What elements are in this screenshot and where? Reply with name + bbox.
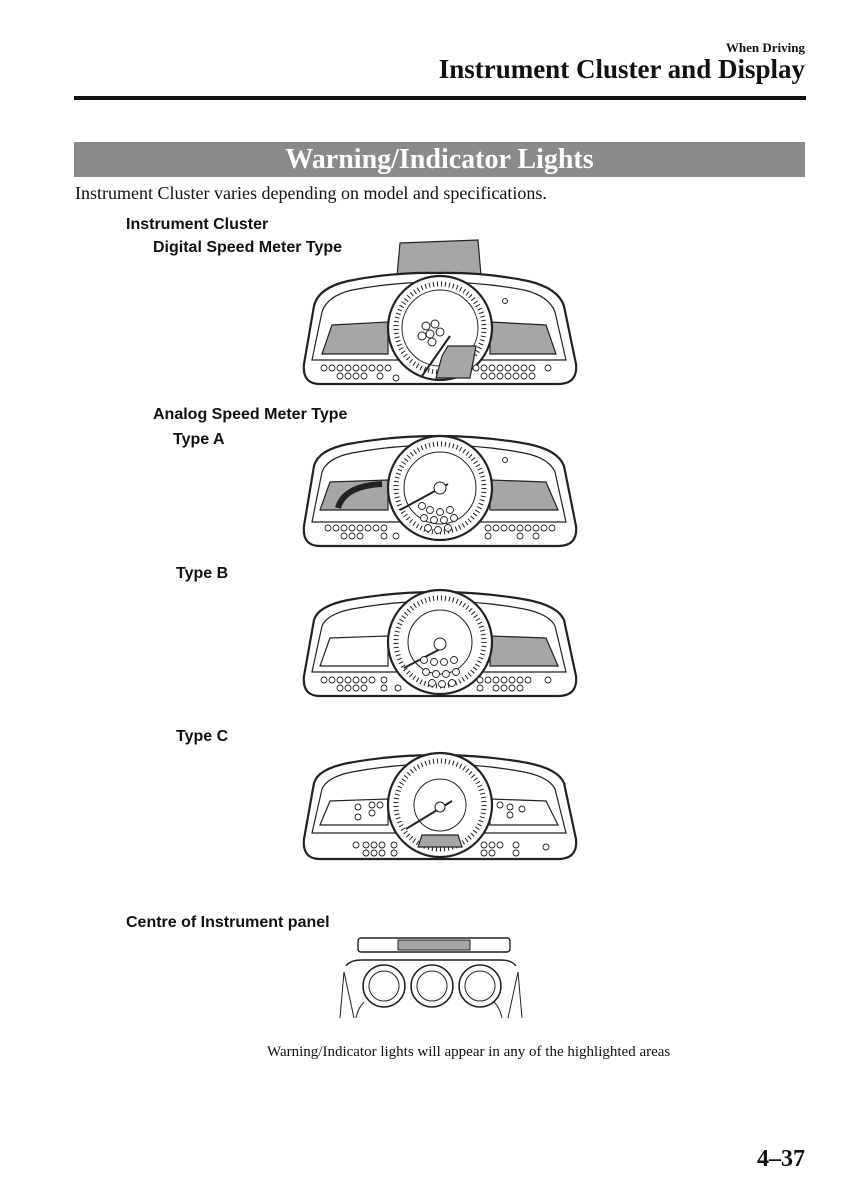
label-digital-speed-meter: Digital Speed Meter Type: [153, 239, 343, 256]
label-type-b: Type B: [176, 565, 229, 582]
intro-text: Instrument Cluster varies depending on model and specifications.: [75, 183, 547, 203]
type-c-cluster-illustration: [300, 747, 580, 861]
digital-cluster-illustration: [300, 236, 580, 386]
section-banner: Warning/Indicator Lights: [74, 142, 805, 177]
type-a-cluster-illustration: [300, 426, 580, 548]
label-analog-speed-meter: Analog Speed Meter Type: [153, 406, 348, 423]
chapter-title: Instrument Cluster and Display: [438, 54, 805, 84]
label-type-c: Type C: [176, 728, 229, 745]
label-centre-instrument-panel: Centre of Instrument panel: [126, 914, 330, 931]
section-label: When Driving: [725, 40, 805, 55]
header-rule: [74, 96, 806, 100]
figure-caption: Warning/Indicator lights will appear in any of the highlighted areas: [267, 1044, 671, 1060]
centre-panel-illustration: [336, 936, 526, 1020]
page-number: 4–37: [757, 1146, 805, 1172]
label-instrument-cluster: Instrument Cluster: [126, 216, 269, 233]
label-type-a: Type A: [173, 431, 225, 448]
type-b-cluster-illustration: [300, 586, 580, 698]
